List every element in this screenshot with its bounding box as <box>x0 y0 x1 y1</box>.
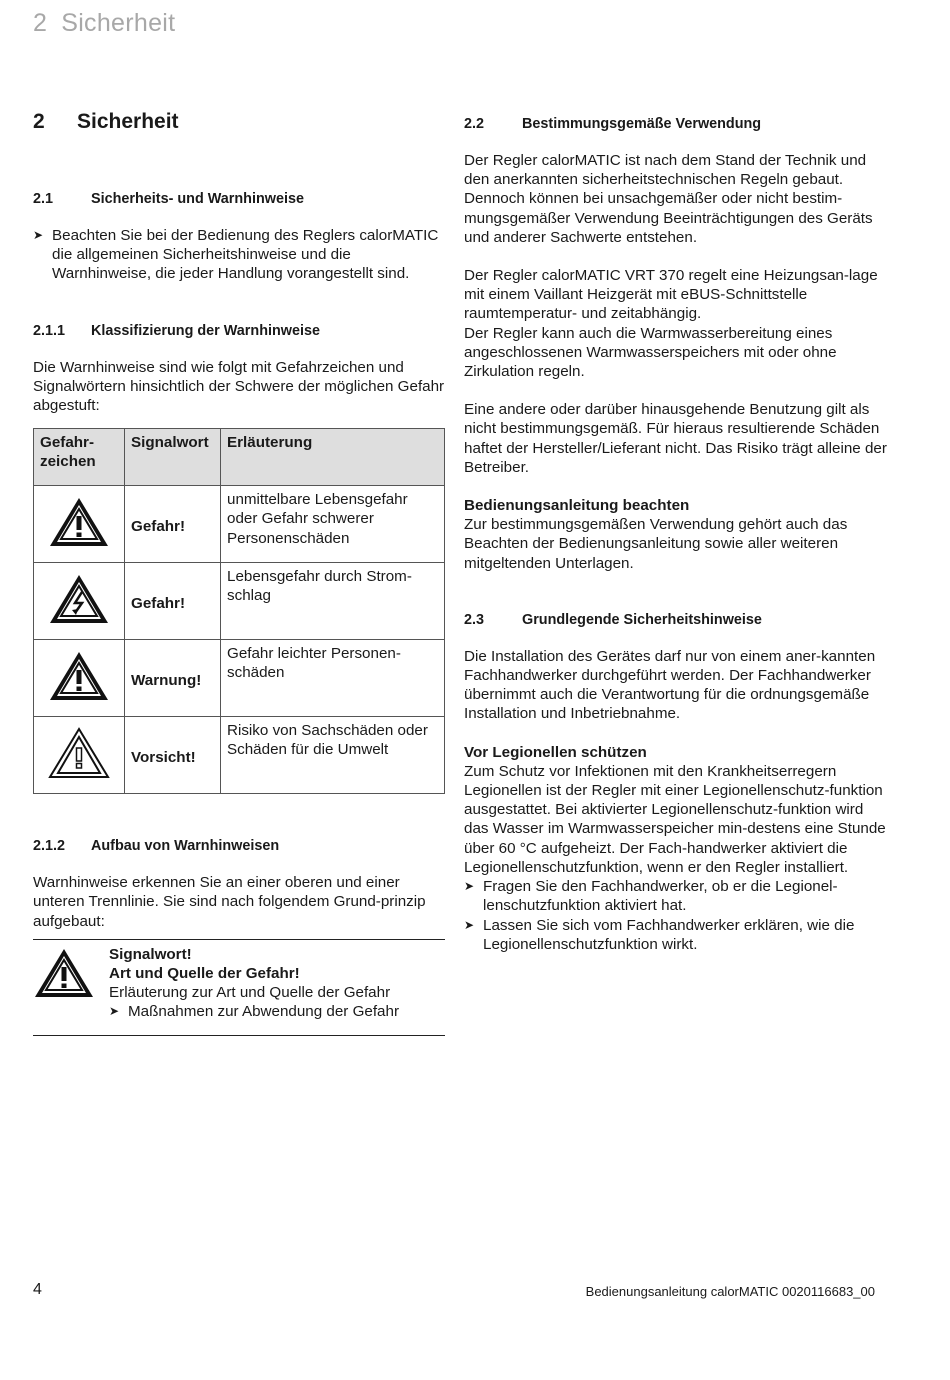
table-row <box>34 717 445 794</box>
section-number: 2.1 <box>33 191 54 207</box>
signal-word: Gefahr! <box>125 563 221 640</box>
icon-cell <box>34 640 125 717</box>
column-header: Signalwort <box>125 429 221 486</box>
paragraph: Dennoch können bei unsachgemäßer oder nicht bestim-mungsgemäßer Verwendung Beeinträchtigungen des Geräts und anderer Sachwerte entstehen. <box>464 190 873 246</box>
arrow-bullet-icon: ➤ <box>33 228 44 242</box>
warning-classification-table <box>33 428 445 794</box>
paragraph: Zur bestimmungsgemäßen Verwendung gehört auch das Beachten der Bedienungsanleitung sowie aller weiteren mitgeltenden Unterlagen. <box>464 516 848 572</box>
section-number: 2.1.2 <box>33 838 66 855</box>
explanation: Gefahr leichter Personen-schäden <box>221 640 445 717</box>
arrow-bullet-icon: ➤ <box>464 917 475 932</box>
running-head-number: 2 <box>33 9 48 37</box>
arrow-bullet-icon: ➤ <box>464 879 475 894</box>
subheading: Bedienungsanleitung beachten <box>464 497 690 515</box>
paragraph: Der Regler calorMATIC ist nach dem Stand der Technik und den anerkannten sicherheitstechnischen Regeln gebaut. <box>464 152 867 189</box>
paragraph: Die Installation des Gerätes darf nur von einem aner-kannten Fachhandwerker durchgeführt werden. Der Fachhandwerker übernimmt auch die Verantwortung für die ordnungsgemäße Installation und Inbetriebnahme. <box>464 647 876 723</box>
paragraph: Warnhinweise erkennen Sie an einer oberen und einer unteren Trennlinie. Sie sind nach folgendem Grund-prinzip aufgebaut: <box>33 874 426 930</box>
icon-cell <box>33 945 109 1022</box>
column-header: Erläuterung <box>221 429 445 486</box>
section-title: Aufbau von Warnhinweisen <box>91 838 280 855</box>
explanation: Risiko von Sachschäden oder Schäden für die Umwelt <box>221 717 445 794</box>
icon-cell <box>34 563 125 640</box>
icon-cell <box>34 486 125 563</box>
chapter-heading <box>33 110 445 134</box>
section-2-2-heading <box>464 116 889 132</box>
warning-structure-box <box>33 939 445 1036</box>
section-title: Klassifizierung der Warnhinweise <box>91 322 320 339</box>
icon-cell <box>34 717 125 794</box>
warning-exclamation-icon <box>33 947 95 999</box>
signal-word: Vorsicht! <box>125 717 221 794</box>
paragraph: Eine andere oder darüber hinausgehende Benutzung gilt als nicht bestimmungsgemäß. Für hieraus resultierende Schäden haftet der Hersteller/Lieferant nicht. Das Risiko trägt alleine der Betreiber. <box>464 401 887 476</box>
bullet-item <box>33 226 445 284</box>
right-column <box>464 108 889 954</box>
paragraph: Der Regler calorMATIC VRT 370 regelt eine Heizungsan-lage mit einem Vaillant Heizgerät mit eBUS-Schnittstelle raumtemperatur- und zeitabhängig. <box>464 267 878 323</box>
running-head <box>33 9 175 38</box>
arrow-bullet-icon: ➤ <box>109 1004 120 1019</box>
caution-outline-icon <box>48 727 110 779</box>
document-title: Bedienungsanleitung calorMATIC 0020116683_00 <box>585 1284 875 1299</box>
column-header: Gefahr- zeichen <box>34 429 125 486</box>
section-number: 2.3 <box>464 611 485 628</box>
left-column <box>33 108 445 1036</box>
section-2-1-heading <box>33 191 445 207</box>
section-title: Sicherheits- und Warnhinweise <box>91 191 304 207</box>
bullet-item <box>109 1002 399 1021</box>
running-head-title: Sicherheit <box>61 9 176 37</box>
electric-shock-icon <box>48 573 110 625</box>
bullet-text: Fragen Sie den Fachhandwerker, ob er die Legionel-lenschutzfunktion aktiviert hat. <box>483 878 838 915</box>
warning-exclamation-icon <box>48 496 110 548</box>
bullet-item <box>464 877 889 915</box>
section-2-1-1-heading <box>33 323 445 339</box>
bullet-text: Beachten Sie bei der Bedienung des Reglers calorMATIC die allgemeinen Sicherheitshinweise und die Warnhinweise, die jeder Handlung vorangestellt sind. <box>52 227 439 283</box>
explanation: Lebensgefahr durch Strom-schlag <box>221 563 445 640</box>
explanation: unmittelbare Lebensgefahr oder Gefahr schwerer Personenschäden <box>221 486 445 563</box>
table-row <box>34 486 445 563</box>
paragraph: Zum Schutz vor Infektionen mit den Krankheitserregern Legionellen ist der Regler mit einer Legionellenschutz-funktion ausgestattet. Bei aktivierter Legionellenschutz-funktion wird das Wasser im Warmwasserspeicher min-destens eine Stunde über 60 °C aufgeheizt. Der Fach-handwerker aktiviert die Legionellenschutzfunktion, wenn er den Regler installiert. <box>464 762 886 876</box>
signal-word: Gefahr! <box>125 486 221 563</box>
hazard-source: Art und Quelle der Gefahr! <box>109 965 300 983</box>
section-number: 2.2 <box>464 116 485 132</box>
bullet-item <box>464 916 889 954</box>
warning-exclamation-icon <box>48 650 110 702</box>
chapter-title: Sicherheit <box>77 110 179 133</box>
paragraph: Der Regler kann auch die Warmwasserbereitung eines angeschlossenen Warmwasserspeichers mit oder ohne Zirkulation regeln. <box>464 324 837 381</box>
page-number: 4 <box>33 1281 42 1298</box>
section-title: Bestimmungsgemäße Verwendung <box>522 116 762 132</box>
section-title: Grundlegende Sicherheitshinweise <box>522 611 762 628</box>
signal-word: Signalwort! <box>109 945 192 963</box>
signal-word: Warnung! <box>125 640 221 717</box>
hazard-explanation: Erläuterung zur Art und Quelle der Gefahr <box>109 984 391 1002</box>
section-2-3-heading <box>464 612 889 628</box>
section-number: 2.1.1 <box>33 322 66 339</box>
table-row <box>34 640 445 717</box>
subheading: Vor Legionellen schützen <box>464 743 647 761</box>
table-row <box>34 563 445 640</box>
chapter-number: 2 <box>33 110 45 133</box>
bullet-text: Maßnahmen zur Abwendung der Gefahr <box>128 1003 400 1021</box>
warning-structure-text <box>109 945 399 1022</box>
paragraph: Die Warnhinweise sind wie folgt mit Gefahrzeichen und Signalwörtern hinsichtlich der Schwere der möglichen Gefahr abgestuft: <box>33 358 445 415</box>
section-2-1-2-heading <box>33 838 445 854</box>
table-header-row <box>34 429 445 486</box>
bullet-text: Lassen Sie sich vom Fachhandwerker erklären, wie die Legionellenschutzfunktion wirkt. <box>483 916 855 953</box>
